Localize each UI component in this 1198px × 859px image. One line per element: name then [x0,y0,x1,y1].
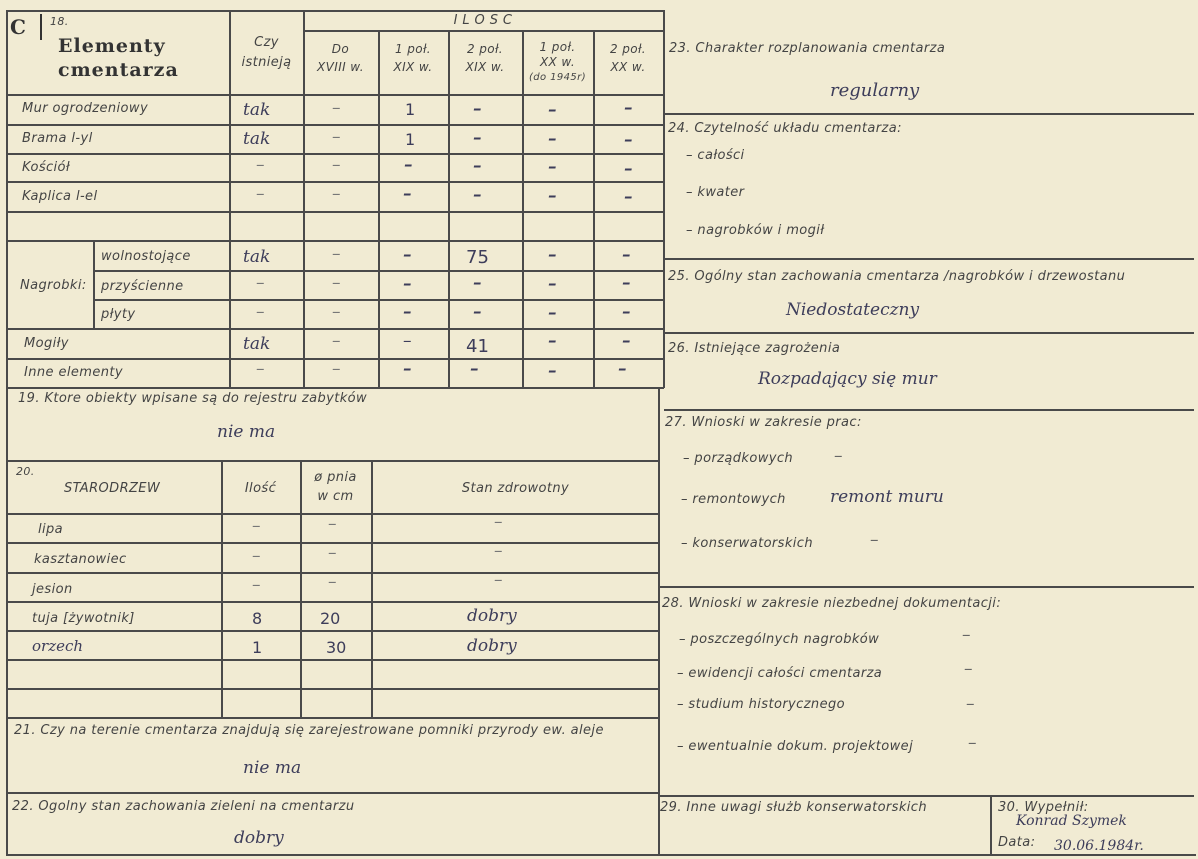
section-28-item: – ewidencji całości cmentarza [677,666,883,681]
tree-qty: 1 [252,638,263,657]
title-line: Elementy [58,35,166,57]
section-27-label: 27. Wnioski w zakresie prac: [665,415,862,430]
row-label: Kościół [22,160,71,175]
qty-value: – [332,184,341,204]
rule [6,854,1196,856]
rule [658,388,660,855]
section-28-item: – studium historycznego [677,697,845,712]
tree-name: tuja [żywotnik] [32,611,135,626]
col-header: Ilość [244,481,277,496]
qty-value: – [624,98,633,118]
section-28-label: 28. Wnioski w zakresie niezbednej dokumentacji: [662,596,1002,611]
header-line: istnieją [241,55,292,70]
qty-value: – [403,184,412,204]
qty-value: – [622,302,631,322]
qty-value: – [624,130,633,150]
row-label: Kaplica l-el [22,189,98,204]
qty-value: – [332,302,341,322]
section-title [58,34,179,82]
row-label: Nagrobki: [20,278,87,293]
tree-qty: 8 [252,609,263,628]
section-27-item: – konserwatorskich [681,536,813,551]
qty-value: – [332,155,341,175]
qty-value: – [403,274,412,294]
section-number: 18. [50,15,69,28]
tree-health: – [494,570,503,590]
header-line: 1 poł. [394,42,432,56]
rule [6,792,660,794]
qty-value: – [470,359,479,379]
filled-date: 30.06.1984r. [1054,838,1144,854]
qty-value: – [473,128,482,148]
row-label: płyty [101,307,136,322]
section-28-item: – ewentualnie dokum. projektowej [677,739,914,754]
header-line: XIX w. [393,60,433,74]
tree-diameter: 20 [320,609,341,628]
qty-value: – [548,186,557,206]
rule [378,30,380,388]
qty-value: – [624,187,633,207]
rule [93,270,664,272]
header-line: w cm [317,489,354,504]
section-28-item: – poszczególnych nagrobków [679,632,880,647]
section-26-answer: Rozpadający się mur [758,369,937,389]
period-header [593,40,663,76]
header-line: 1 poł. [539,40,576,54]
rule [6,387,664,389]
rule [664,258,1194,260]
rule [990,795,992,855]
header-line: XX w. [539,55,576,69]
qty-value: – [622,245,631,265]
qty-value: – [473,302,482,322]
col-header: Stan zdrowotny [461,481,570,496]
col-header-exists [229,33,304,73]
rule [6,688,660,690]
section-23-answer: regularny [830,80,920,101]
qty-value: – [624,159,633,179]
qty-value: – [473,185,482,205]
rule [660,795,1194,797]
section-21-answer: nie ma [243,758,302,778]
qty-value: – [332,273,341,293]
header-line: ø pnia [314,470,357,485]
rule [303,30,663,32]
qty-value: 75 [466,247,489,268]
section-23-label: 23. Charakter rozplanowania cmentarza [669,41,946,56]
section-28-answer: – [966,694,975,714]
section-24-item: – nagrobków i mogił [686,223,825,238]
rule [6,94,664,96]
tree-name: lipa [38,522,64,537]
qty-value: – [622,331,631,351]
qty-value: – [548,129,557,149]
row-label: Brama l-yl [22,131,93,146]
section-24-item: – kwater [686,185,745,200]
qty-value: – [548,331,557,351]
rule [664,332,1194,334]
form-code: C [10,14,42,40]
rule [93,240,95,328]
section-number: 20. [16,465,35,478]
rule [6,630,660,632]
period-header [522,40,593,85]
qty-value: – [548,361,557,381]
section-22-label: 22. Ogolny stan zachowania zieleni na cmentarzu [12,799,355,814]
section-30-label: 30. Wypełnił: [998,800,1089,815]
rule [93,299,664,301]
qty-value: – [404,155,413,175]
section-26-label: 26. Istniejące zagrożenia [668,341,841,356]
section-19-label: 19. Ktore obiekty wpisane są do rejestru zabytków [18,391,368,406]
col-header: STARODRZEW [64,481,161,496]
header-line: 2 poł. [466,42,504,56]
filled-by-name: Konrad Szymek [1016,813,1127,829]
exists-value: – [256,273,265,293]
header-line: (do 1945r) [528,72,586,83]
qty-value: 1 [405,130,416,149]
tree-health: – [494,541,503,561]
rule [6,10,8,855]
qty-value: 1 [405,100,416,119]
section-28-answer: – [968,733,977,753]
tree-health: dobry [467,636,517,656]
header-line: Czy [254,35,279,50]
exists-value: tak [243,129,271,149]
row-label: Mogiły [24,336,69,351]
section-27-item: – remontowych [681,492,786,507]
tree-diameter: – [328,572,337,592]
qty-value: – [403,331,412,351]
exists-value: – [256,184,265,204]
tree-diameter: 30 [326,638,347,657]
exists-value: tak [243,334,271,354]
tree-health: dobry [467,606,517,626]
qty-value: – [332,244,341,264]
title-line: cmentarza [58,59,179,81]
qty-value: – [403,359,412,379]
header-line: XIX w. [465,60,505,74]
date-label: Data: [998,835,1036,850]
header-line: XX w. [610,60,646,74]
header-line: Do [331,42,350,56]
exists-value: tak [243,247,271,267]
qty-value: – [548,303,557,323]
exists-value: – [256,302,265,322]
tree-qty: – [252,546,261,566]
period-header [378,40,448,76]
section-24-item: – całości [686,148,745,163]
section-25-label: 25. Ogólny stan zachowania cmentarza /nagrobków i drzewostanu [668,269,1126,284]
qty-value: – [622,273,631,293]
rule [6,240,664,242]
rule [664,409,1194,411]
rule [448,30,450,388]
tree-qty: – [252,575,261,595]
rule [6,659,660,661]
section-27-answer: – [834,446,843,466]
rule [660,586,1194,588]
section-21-label: 21. Czy na terenie cmentarza znajdują się zarejestrowane pomniki przyrody ew. aleje [14,723,604,738]
section-24-label: 24. Czytelność układu cmentarza: [668,121,902,136]
qty-value: – [403,302,412,322]
qty-value: – [548,274,557,294]
qty-value: – [548,157,557,177]
col-header-quantity: I L O S C [453,13,513,28]
qty-value: 41 [466,336,489,357]
period-header [448,40,522,76]
tree-diameter: – [328,543,337,563]
section-25-answer: Niedostateczny [786,300,920,320]
section-19-answer: nie ma [217,422,276,442]
header-line: 2 poł. [609,42,647,56]
qty-value: – [618,359,627,379]
section-27-answer: – [870,530,879,550]
exists-value: – [256,155,265,175]
tree-diameter: – [328,514,337,534]
rule [6,124,664,126]
rule [6,601,660,603]
section-29-label: 29. Inne uwagi służb konserwatorskich [660,800,927,815]
tree-name: orzech [32,637,84,655]
qty-value: – [473,273,482,293]
section-28-answer: – [962,625,971,645]
exists-value: – [256,359,265,379]
row-label: przyścienne [101,279,184,294]
section-28-answer: – [964,659,973,679]
rule [221,460,223,718]
rule [593,30,595,388]
qty-value: – [548,100,557,120]
rule [6,181,664,183]
tree-name: kasztanowiec [34,552,127,567]
qty-value: – [473,99,482,119]
period-header [303,40,378,76]
qty-value: – [332,127,341,147]
qty-value: – [548,245,557,265]
rule [6,717,660,719]
rule [6,328,664,330]
exists-value: tak [243,100,271,120]
qty-value: – [473,156,482,176]
row-label: Inne elementy [24,365,123,380]
tree-health: – [494,512,503,532]
qty-value: – [332,359,341,379]
rule [6,460,660,462]
qty-value: – [403,245,412,265]
header-line: XVIII w. [317,60,364,74]
section-22-answer: dobry [234,828,284,848]
section-27-item: – porządkowych [683,451,794,466]
tree-name: jesion [32,582,73,597]
row-label: Mur ogrodzeniowy [22,101,149,116]
rule [6,10,664,12]
rule [664,113,1194,115]
rule [6,211,664,213]
col-header [300,468,371,506]
section-27-answer: remont muru [830,487,944,507]
rule [371,460,373,718]
row-label: wolnostojące [101,249,191,264]
tree-qty: – [252,516,261,536]
qty-value: – [332,331,341,351]
qty-value: – [332,98,341,118]
